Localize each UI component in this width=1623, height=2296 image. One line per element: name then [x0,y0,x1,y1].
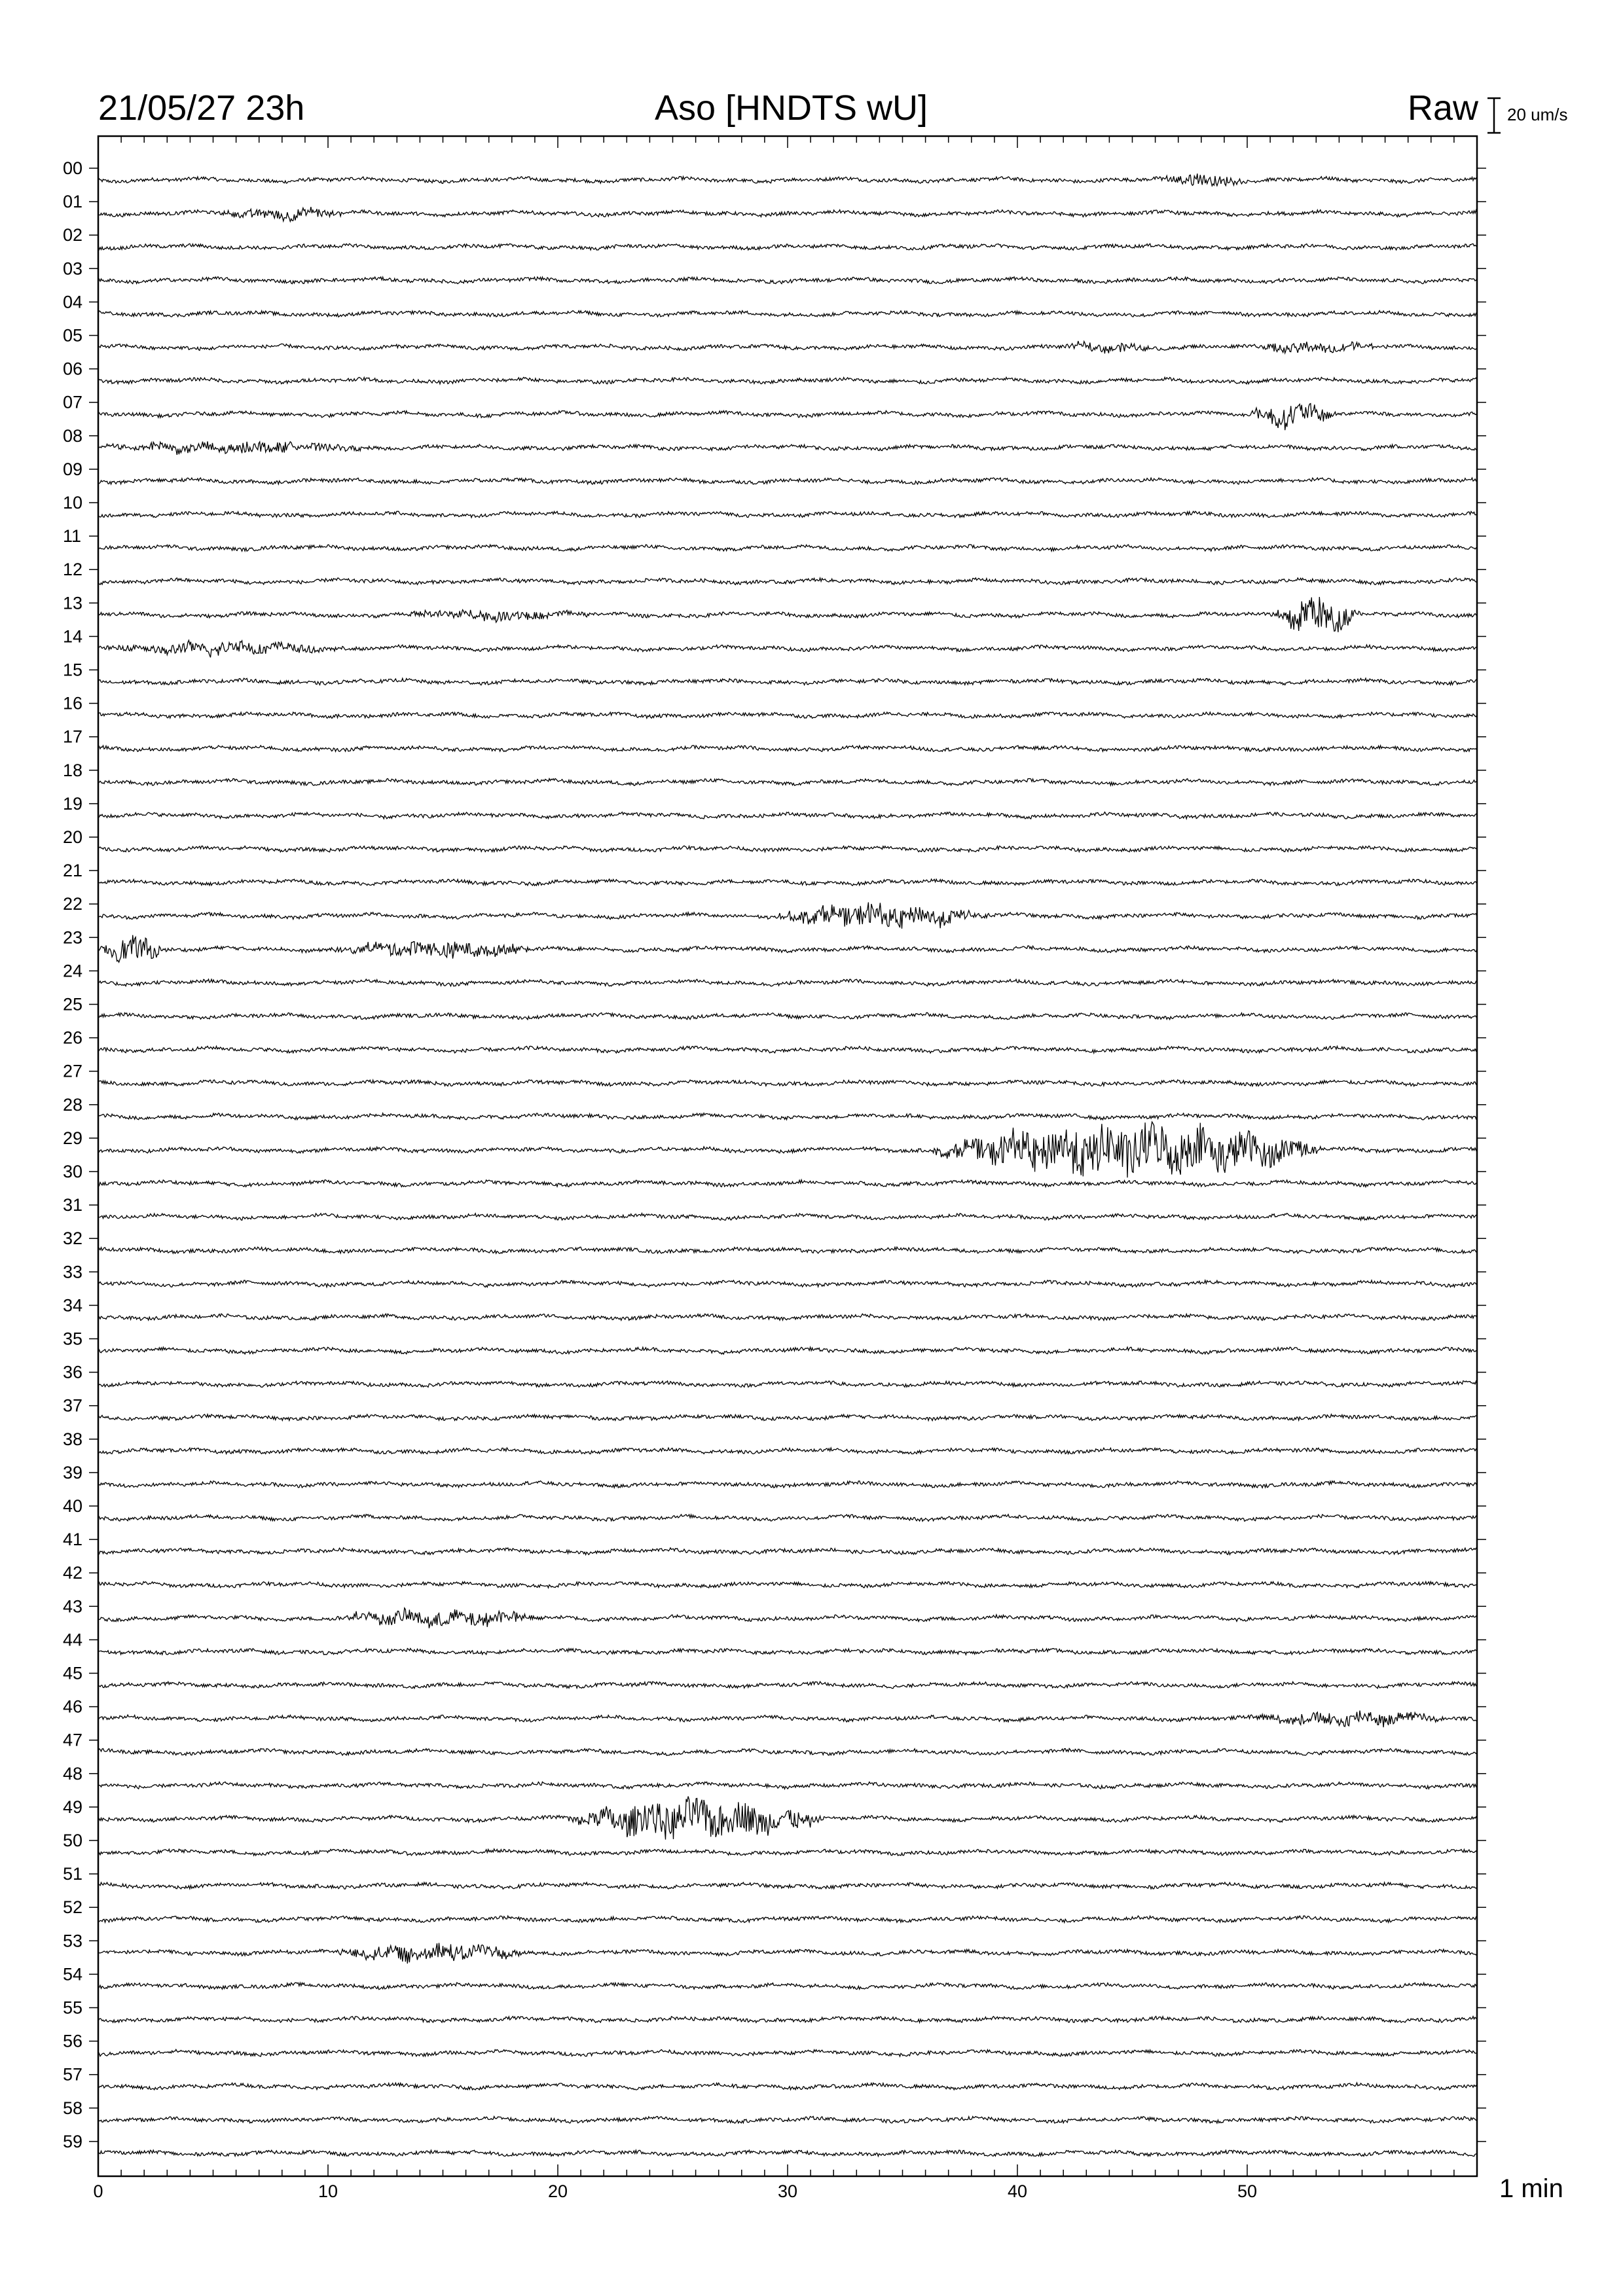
y-tick-label: 28 [63,1094,83,1115]
seismic-trace [98,903,1477,929]
y-tick-label: 22 [63,894,83,914]
amplitude-scale-label: 20 um/s [1507,105,1568,124]
seismic-trace [98,1582,1477,1588]
y-tick-label: 40 [63,1496,83,1516]
seismic-trace [98,1916,1477,1922]
chart-date-hour: 21/05/27 23h [98,88,305,128]
y-tick-label: 21 [63,861,83,881]
seismic-trace [98,1749,1477,1756]
seismic-trace [98,1481,1477,1488]
seismic-trace [98,2117,1477,2124]
seismic-trace [98,478,1477,484]
y-tick-label: 01 [63,192,83,212]
y-tick-label: 04 [63,292,83,312]
y-tick-label: 12 [63,560,83,580]
x-tick-label: 20 [547,2181,568,2201]
seismic-trace [98,2017,1477,2023]
seismic-trace [98,1180,1477,1187]
seismic-trace [98,1849,1477,1856]
seismic-trace [98,1381,1477,1388]
y-tick-label: 31 [63,1195,83,1215]
seismic-trace [98,441,1477,455]
y-tick-label: 13 [63,593,83,613]
y-tick-label: 43 [63,1596,83,1617]
seismic-trace [98,1247,1477,1253]
seismic-trace [98,1515,1477,1522]
y-tick-label: 18 [63,760,83,780]
y-tick-label: 15 [63,660,83,680]
y-tick-label: 59 [63,2131,83,2151]
y-tick-label: 39 [63,1462,83,1482]
y-tick-label: 06 [63,359,83,379]
seismic-trace [98,277,1477,284]
y-tick-label: 56 [63,2031,83,2051]
seismic-trace [98,1982,1477,1989]
seismic-trace [98,979,1477,986]
y-tick-label: 14 [63,626,83,647]
seismic-trace [98,2150,1477,2156]
x-axis-unit-label: 1 min [1499,2174,1563,2203]
y-tick-label: 57 [63,2064,83,2085]
y-tick-label: 35 [63,1329,83,1349]
y-tick-label: 54 [63,1964,83,1984]
y-tick-label: 32 [63,1229,83,1249]
seismic-trace [98,1797,1477,1840]
seismic-trace [98,1280,1477,1287]
x-tick-label: 10 [318,2181,338,2201]
y-tick-label: 20 [63,827,83,847]
x-tick-label: 40 [1007,2181,1028,2201]
y-tick-label: 33 [63,1262,83,1282]
y-tick-label: 24 [63,961,83,981]
seismic-trace [98,678,1477,685]
seismic-trace [98,1882,1477,1889]
y-tick-label: 58 [63,2098,83,2118]
seismic-trace [98,1649,1477,1655]
seismic-trace [98,207,1477,221]
seismic-trace [98,597,1477,632]
y-tick-label: 17 [63,726,83,747]
seismic-trace [98,2049,1477,2056]
y-tick-label: 03 [63,259,83,279]
y-tick-label: 52 [63,1897,83,1918]
seismic-trace [98,779,1477,786]
seismic-trace [98,1608,1477,1628]
seismic-trace [98,404,1477,431]
y-tick-label: 41 [63,1530,83,1550]
y-tick-label: 48 [63,1763,83,1784]
y-tick-label: 30 [63,1162,83,1181]
y-tick-label: 02 [63,225,83,245]
seismic-trace [98,311,1477,317]
seismic-trace [98,1122,1477,1177]
seismic-trace [98,511,1477,517]
y-tick-label: 34 [63,1295,83,1316]
seismic-trace [98,1414,1477,1421]
seismic-trace [98,578,1477,585]
seismic-trace [98,243,1477,250]
y-tick-label: 53 [63,1931,83,1951]
y-tick-label: 16 [63,693,83,713]
seismic-trace [98,1448,1477,1454]
seismic-trace [98,935,1477,963]
y-tick-label: 10 [63,493,83,512]
y-tick-label: 05 [63,325,83,346]
seismic-trace [98,846,1477,852]
seismic-trace [98,1013,1477,1019]
seismic-trace [98,1347,1477,1354]
seismic-trace [98,1113,1477,1120]
y-tick-label: 23 [63,927,83,948]
seismic-trace [98,1681,1477,1688]
x-tick-label: 50 [1237,2181,1258,2201]
seismic-trace [98,1782,1477,1789]
seismic-trace [98,1711,1477,1728]
chart-title: Aso [HNDTS wU] [655,88,928,128]
y-tick-label: 27 [63,1061,83,1081]
chart-mode-label: Raw [1408,88,1479,128]
seismic-trace [98,712,1477,719]
seismic-trace [98,1943,1477,1964]
seismic-trace [98,173,1477,186]
seismic-trace [98,1548,1477,1555]
x-tick-label: 0 [93,2181,103,2201]
y-tick-label: 44 [63,1630,83,1650]
seismic-trace [98,1213,1477,1221]
y-tick-label: 26 [63,1028,83,1048]
y-tick-label: 36 [63,1362,83,1382]
y-tick-label: 38 [63,1429,83,1449]
y-tick-label: 37 [63,1395,83,1416]
seismic-trace [98,2083,1477,2090]
y-tick-label: 29 [63,1128,83,1148]
seismic-trace [98,1314,1477,1320]
y-tick-label: 11 [63,526,82,547]
seismic-trace [98,812,1477,819]
y-tick-label: 49 [63,1797,83,1817]
y-tick-label: 46 [63,1696,83,1717]
y-tick-label: 47 [63,1730,83,1750]
y-tick-label: 08 [63,425,83,446]
seismic-trace [98,745,1477,751]
y-tick-label: 55 [63,1998,83,2018]
seismic-trace [98,1080,1477,1086]
seismic-trace [98,879,1477,886]
seismic-trace [98,378,1477,384]
y-tick-label: 50 [63,1831,83,1850]
y-tick-label: 51 [63,1864,83,1884]
y-tick-label: 07 [63,392,83,412]
seismic-trace [98,341,1477,353]
seismic-trace [98,545,1477,551]
seismic-trace [98,640,1477,657]
seismic-trace [98,1046,1477,1053]
plot-frame [98,136,1477,2176]
y-tick-label: 42 [63,1563,83,1583]
y-tick-label: 09 [63,459,83,479]
y-tick-label: 19 [63,793,83,814]
y-tick-label: 00 [63,158,83,178]
y-tick-label: 25 [63,994,83,1014]
x-tick-label: 30 [777,2181,798,2201]
y-tick-label: 45 [63,1663,83,1683]
